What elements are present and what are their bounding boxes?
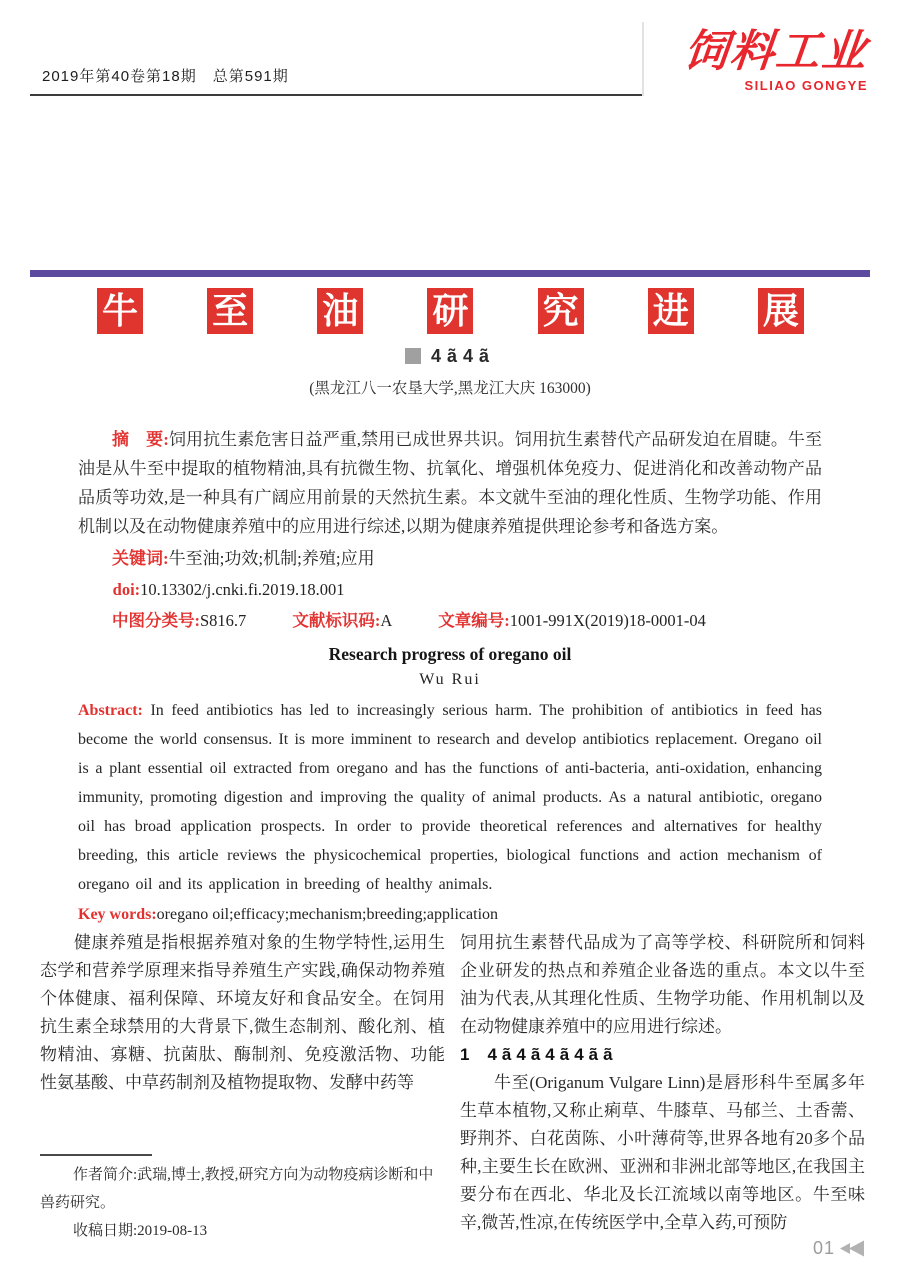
- clc-line: [78, 606, 822, 635]
- journal-logo-title: 饲料工业: [681, 26, 871, 77]
- page-number: 01: [812, 1238, 835, 1258]
- english-title: Research progress of oregano oil: [328, 644, 572, 664]
- body-columns: [40, 929, 865, 1245]
- keywords-cn-label: 关键词:: [112, 549, 169, 568]
- abstract-cn: [78, 425, 822, 541]
- footnote: [40, 1154, 445, 1245]
- abstract-cn-label: 摘 要:: [112, 430, 169, 449]
- right-column: [460, 929, 865, 1245]
- author-line: [0, 346, 900, 367]
- abstract-en: [78, 696, 822, 899]
- meta-section: [78, 425, 822, 929]
- article-id: [438, 611, 706, 630]
- keywords-cn-text: 牛至油;功效;机制;养殖;应用: [168, 549, 375, 568]
- article-id-label: 文章编号:: [438, 611, 510, 630]
- received-date: 收稿日期:2019-08-13: [73, 1223, 208, 1239]
- affiliation: (黑龙江八一农垦大学,黑龙江大庆 163000): [309, 380, 591, 397]
- document-code: [292, 611, 392, 630]
- title-char: 牛: [97, 288, 143, 334]
- title-char: 进: [648, 288, 694, 334]
- keywords-en: [78, 900, 822, 929]
- page-header: [30, 0, 870, 96]
- clc-number: [112, 611, 246, 630]
- body-paragraph: 健康养殖是指根据养殖对象的生物学特性,运用生态学和营养学原理来指导养殖生产实践,确保动物养殖个体健康、福利保障、环境友好和食品安全。在饲用抗生素全球禁用的大背景下,微生态制剂、酸化剂、植物精油、寡糖、抗菌肽、酶制剂、免疫激活物、功能性氨基酸、中草药制剂及植物提取物、发酵中药等: [40, 933, 445, 1092]
- article-id-value: 1001-991X(2019)18-0001-04: [509, 611, 706, 630]
- document-code-label: 文献标识码:: [292, 611, 381, 630]
- journal-logo: [642, 22, 870, 96]
- author-square-glyph: [405, 348, 421, 364]
- abstract-en-text: In feed antibiotics has led to increasingly serious harm. The prohibition of antibiotics in feed has become the world consensus. It is more imminent to research and develop antibiotics replacement. Oregano oil is a plant essential oil extracted from oregano and has the functions of anti-bacteria, anti-oxidation, enhancing immunity, promoting digestion and improving the quality of animal products. As a natural antibiotic, oregano oil has broad application prospects. In order to provide theoretical references and alternatives for healthy breeding, this article reviews the physicochemical properties, biological functions and action mechanism of oregano oil and its application in breeding of healthy animals.: [78, 702, 823, 893]
- clc-number-label: 中图分类号:: [112, 611, 200, 630]
- section-title-glyphs: 4ã4ã4ã4ãã: [487, 1045, 618, 1064]
- author-name-glyphs: 4ã4ã: [430, 346, 496, 366]
- keywords-en-text: oregano oil;efficacy;mechanism;breeding;application: [156, 906, 499, 923]
- english-author: Wu Rui: [419, 671, 481, 688]
- section-heading: [460, 1041, 865, 1069]
- abstract-en-label: Abstract:: [78, 702, 143, 719]
- doi-label: doi:: [112, 580, 141, 599]
- left-column: [40, 929, 445, 1245]
- purple-divider: [30, 270, 870, 277]
- section-number: 1: [460, 1045, 470, 1064]
- keywords-cn: [78, 544, 822, 573]
- doi-line: [78, 575, 822, 604]
- clc-number-value: S816.7: [200, 611, 247, 630]
- title-char: 油: [317, 288, 363, 334]
- author-bio: 作者简介:武瑞,博士,教授,研究方向为动物疫病诊断和中兽药研究。: [40, 1167, 434, 1211]
- title-char: 至: [207, 288, 253, 334]
- title-char: 究: [538, 288, 584, 334]
- title-char: 展: [758, 288, 804, 334]
- article-title: [97, 288, 804, 334]
- body-paragraph: 饲用抗生素替代品成为了高等学校、科研院所和饲料企业研发的热点和养殖企业备选的重点。本文以牛至油为代表,从其理化性质、生物学功能、作用机制以及在动物健康养殖中的应用进行综述。: [460, 933, 865, 1036]
- title-char: 研: [427, 288, 473, 334]
- issue-info: 2019年第40卷第18期 总第591期: [42, 68, 289, 85]
- rewind-triangles-icon: [840, 1240, 864, 1257]
- keywords-en-label: Key words:: [78, 906, 157, 923]
- page-number-row: [813, 1238, 864, 1259]
- journal-logo-subtitle: SILIAO GONGYE: [744, 78, 868, 93]
- document-code-value: A: [380, 611, 393, 630]
- body-paragraph: 牛至(Origanum Vulgare Linn)是唇形科牛至属多年生草本植物,又称止痢草、牛膝草、马郁兰、土香薷、野荆芥、白花茵陈、小叶薄荷等,世界各地有20多个品种,主要生长在欧洲、亚洲和非洲北部等地区,在我国主要分布在西北、华北及长江流域以南等地区。牛至味辛,微苦,性凉,在传统医学中,全草入药,可预防: [460, 1073, 865, 1232]
- footnote-rule: [40, 1154, 152, 1156]
- doi-value: 10.13302/j.cnki.fi.2019.18.001: [140, 580, 345, 599]
- abstract-cn-text: 饲用抗生素危害日益严重,禁用已成世界共识。饲用抗生素替代产品研发迫在眉睫。牛至油是从牛至中提取的植物精油,具有抗微生物、抗氧化、增强机体免疫力、促进消化和改善动物产品品质等功效,是一种具有广阔应用前景的天然抗生素。本文就牛至油的理化性质、生物学功能、作用机制以及在动物健康养殖中的应用进行综述,以期为健康养殖提供理论参考和备选方案。: [78, 430, 822, 536]
